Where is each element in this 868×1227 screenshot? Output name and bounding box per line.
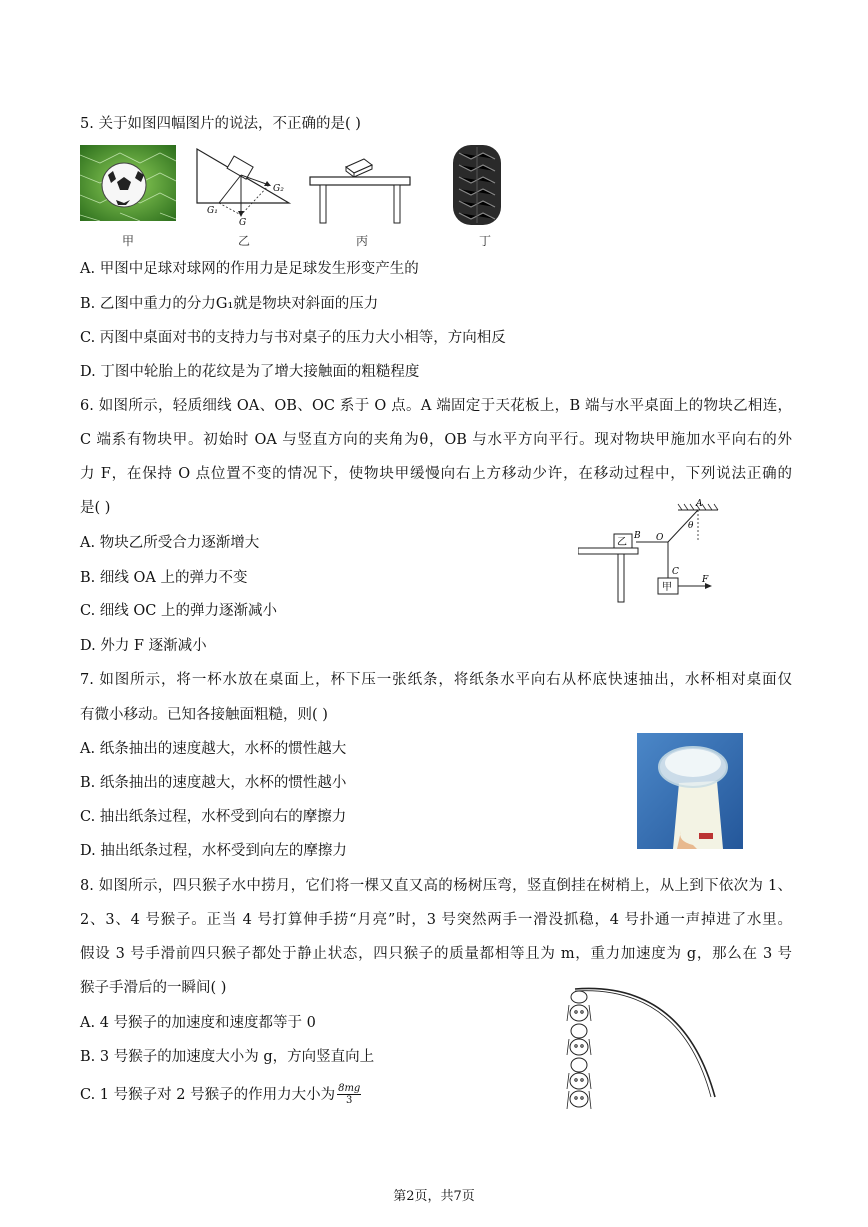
q8-line-3: 假设 3 号手滑前四只猴子都处于静止状态，四只猴子的质量都相等且为 m，重力加速度为 g，那么在 3 号 (80, 946, 792, 962)
caption-jia: 甲 (122, 234, 135, 248)
fraction-denominator: 3 (346, 1095, 353, 1106)
q6-line-2: C 端系有物块甲。初始时 OA 与竖直方向的夹角为θ，OB 与水平方向平行。现对物块甲施加水平向右的外 (80, 432, 792, 448)
label-theta: θ (688, 521, 694, 531)
q7-line-1: 7. 如图所示，将一杯水放在桌面上，杯下压一张纸条，将纸条水平向右从杯底快速抽出，水杯相对桌面仅 (80, 672, 792, 688)
q8-option-a: A. 4 号猴子的加速度和速度都等于 0 (80, 1015, 316, 1031)
label-o: O (656, 533, 664, 543)
q8-option-c-row (80, 1083, 361, 1106)
q6-line-3: 力 F，在保持 O 点位置不变的情况下，使物块甲缓慢向右上方移动少许，在移动过程中，下列说法正确的 (80, 466, 792, 482)
q5-option-c: C. 丙图中桌面对书的支持力与书对桌子的压力大小相等，方向相反 (80, 330, 506, 346)
figure-table-book (308, 155, 412, 227)
caption-yi: 乙 (238, 234, 251, 248)
q6-option-b: B. 细线 OA 上的弹力不变 (80, 570, 248, 586)
label-c: C (672, 567, 679, 577)
q8-line-4: 猴子手滑后的一瞬间( ) (80, 980, 227, 996)
q8-option-b: B. 3 号猴子的加速度大小为 g，方向竖直向上 (80, 1049, 375, 1065)
q8-line-1: 8. 如图所示，四只猴子水中捞月，它们将一棵又直又高的杨树压弯，竖直倒挂在树梢上，从上到下依次为 1、 (80, 878, 792, 894)
q7-option-c: C. 抽出纸条过程，水杯受到向右的摩擦力 (80, 809, 347, 825)
label-a: A (696, 499, 703, 509)
figure-tire (449, 143, 505, 227)
fraction-numerator: 8mg (338, 1083, 361, 1094)
figure-cup-paper-photo (637, 733, 743, 849)
figure-soccer-ball (80, 145, 176, 221)
label-g: G (239, 218, 247, 225)
q6-option-d: D. 外力 F 逐渐减小 (80, 638, 207, 654)
q7-option-d: D. 抽出纸条过程，水杯受到向左的摩擦力 (80, 843, 347, 859)
q5-option-b: B. 乙图中重力的分力G₁就是物块对斜面的压力 (80, 296, 379, 312)
q8-line-2: 2、3、4 号猴子。正当 4 号打算伸手捞“月亮”时，3 号突然两手一滑没抓稳，4 号扑通一声掉进了水里。 (80, 912, 792, 928)
q5-stem: 5. 关于如图四幅图片的说法，不正确的是( ) (80, 116, 361, 132)
q6-option-c: C. 细线 OC 上的弹力逐渐减小 (80, 603, 277, 619)
figure-incline (193, 145, 293, 225)
q8-option-c: C. 1 号猴子对 2 号猴子的作用力大小为 (80, 1086, 336, 1103)
label-g2: G₂ (273, 184, 284, 194)
q7-option-a: A. 纸条抽出的速度越大，水杯的惯性越大 (80, 741, 347, 757)
q7-line-2: 有微小移动。已知各接触面粗糙，则( ) (80, 707, 328, 723)
label-yi: 乙 (617, 537, 627, 548)
q6-option-a: A. 物块乙所受合力逐渐增大 (80, 535, 260, 551)
page-footer: 第2页，共7页 (393, 1189, 475, 1204)
q6-line-1: 6. 如图所示，轻质细线 OA、OB、OC 系于 O 点。A 端固定于天花板上，B 端与水平桌面上的物块乙相连， (80, 398, 792, 414)
q5-option-a: A. 甲图中足球对球网的作用力是足球发生形变产生的 (80, 261, 419, 277)
figure-strings-diagram (578, 498, 728, 606)
caption-ding: 丁 (479, 234, 492, 248)
q7-option-b: B. 纸条抽出的速度越大，水杯的惯性越小 (80, 775, 347, 791)
q5-option-d: D. 丁图中轮胎上的花纹是为了增大接触面的粗糙程度 (80, 364, 420, 380)
q6-line-4: 是( ) (80, 500, 111, 516)
label-b: B (634, 531, 641, 541)
figure-monkeys-tree (563, 985, 733, 1115)
label-g1: G₁ (207, 206, 218, 216)
label-jia: 甲 (662, 582, 672, 593)
caption-bing: 丙 (356, 234, 369, 248)
fraction-8mg-3 (337, 1083, 361, 1106)
label-f: F (702, 575, 709, 585)
